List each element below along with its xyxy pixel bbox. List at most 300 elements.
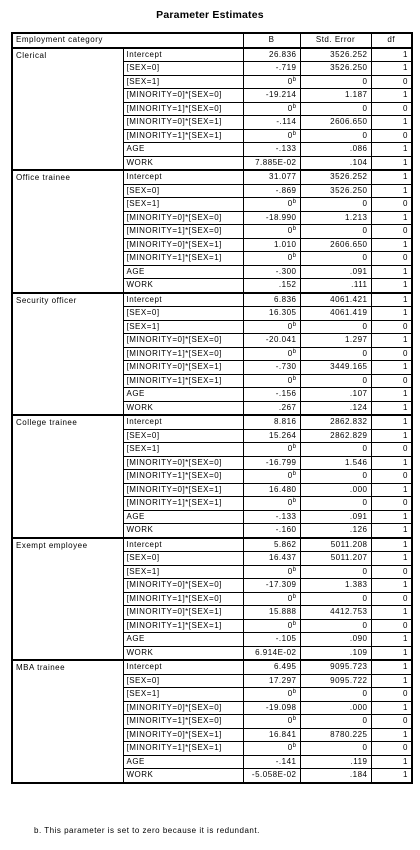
df-value: 1 — [371, 156, 412, 170]
b-value-cell — [243, 429, 300, 443]
b-value-cell — [243, 470, 300, 484]
parameter-name: Intercept — [123, 415, 243, 429]
parameter-name: [MINORITY=1]*[SEX=0] — [123, 102, 243, 116]
std-error-value: 0 — [300, 75, 371, 89]
std-error-value: .184 — [300, 769, 371, 783]
std-error-value: .109 — [300, 646, 371, 660]
table-row — [12, 660, 412, 674]
df-value: 1 — [371, 211, 412, 225]
b-value-cell — [243, 293, 300, 307]
df-value: 1 — [371, 361, 412, 375]
b-value-cell — [243, 361, 300, 375]
b-value: -.730 — [275, 362, 297, 371]
df-value: 1 — [371, 293, 412, 307]
b-value: -.719 — [275, 63, 297, 72]
b-value: 8.816 — [273, 417, 297, 426]
std-error-value: 4412.753 — [300, 606, 371, 620]
parameter-name: [MINORITY=0]*[SEX=1] — [123, 728, 243, 742]
footnote-marker: b — [292, 321, 297, 328]
std-error-value: 0 — [300, 619, 371, 633]
footnote-marker: b — [292, 743, 297, 749]
category-label: Exempt employee — [12, 538, 123, 661]
table-body — [12, 48, 412, 783]
std-error-value: .000 — [300, 483, 371, 497]
parameter-name: WORK — [123, 279, 243, 293]
parameter-name: [MINORITY=1]*[SEX=1] — [123, 129, 243, 143]
b-value: 0 — [287, 593, 293, 603]
std-error-value: 3526.252 — [300, 170, 371, 184]
std-error-value: 9095.723 — [300, 660, 371, 674]
column-header-df: df — [371, 33, 412, 48]
df-value: 1 — [371, 48, 412, 62]
table-row — [12, 293, 412, 307]
b-value-cell — [243, 483, 300, 497]
b-value-cell — [243, 619, 300, 633]
b-value-cell — [243, 62, 300, 76]
b-value: 17.297 — [269, 675, 297, 685]
df-value: 1 — [371, 265, 412, 279]
parameter-name: [MINORITY=0]*[SEX=1] — [123, 361, 243, 375]
b-value-cell — [243, 538, 300, 552]
b-value-cell — [243, 646, 300, 660]
b-value: 0 — [287, 348, 293, 358]
b-value: 16.841 — [269, 729, 297, 739]
b-value-cell — [243, 198, 300, 212]
df-value: 0 — [371, 565, 412, 579]
b-value-cell — [243, 156, 300, 170]
std-error-value: 0 — [300, 347, 371, 361]
b-value: 16.305 — [269, 308, 297, 317]
b-value: -19.214 — [265, 90, 297, 99]
footnote-marker: b — [292, 444, 297, 450]
df-value: 1 — [371, 334, 412, 348]
parameter-name: WORK — [123, 524, 243, 538]
footnote-marker: b — [292, 226, 297, 232]
df-value: 0 — [371, 592, 412, 606]
parameter-name: [SEX=0] — [123, 552, 243, 566]
b-value: 0 — [287, 76, 293, 86]
std-error-value: 4061.419 — [300, 307, 371, 321]
b-value-cell — [243, 674, 300, 688]
b-value-cell — [243, 211, 300, 225]
b-value-cell — [243, 497, 300, 511]
b-value-cell — [243, 334, 300, 348]
df-value: 1 — [371, 755, 412, 769]
df-value: 1 — [371, 279, 412, 293]
std-error-value: 3449.165 — [300, 361, 371, 375]
std-error-value: 4061.421 — [300, 293, 371, 307]
footnote-marker: b — [292, 199, 297, 205]
b-value: -.105 — [275, 634, 297, 643]
b-value: .152 — [278, 280, 297, 289]
parameter-name: [MINORITY=1]*[SEX=0] — [123, 347, 243, 361]
df-value: 1 — [371, 524, 412, 538]
parameter-name: Intercept — [123, 170, 243, 184]
b-value-cell — [243, 415, 300, 429]
b-value: 0 — [287, 253, 293, 262]
parameter-name: [SEX=1] — [123, 565, 243, 579]
b-value: 0 — [287, 716, 293, 725]
std-error-value: 0 — [300, 742, 371, 756]
footnote-marker: b — [292, 471, 297, 477]
parameter-name: [MINORITY=0]*[SEX=0] — [123, 334, 243, 348]
b-value-cell — [243, 579, 300, 593]
b-value: -.156 — [275, 389, 297, 398]
b-value-cell — [243, 143, 300, 157]
parameter-name: Intercept — [123, 660, 243, 674]
parameter-name: [MINORITY=1]*[SEX=0] — [123, 225, 243, 239]
parameter-name: [MINORITY=0]*[SEX=0] — [123, 579, 243, 593]
std-error-value: .000 — [300, 701, 371, 715]
b-value: -.133 — [275, 511, 297, 521]
parameter-name: [MINORITY=0]*[SEX=1] — [123, 483, 243, 497]
df-value: 0 — [371, 320, 412, 334]
std-error-value: 0 — [300, 443, 371, 457]
b-value: -.114 — [276, 117, 297, 126]
footnote-marker: b — [292, 253, 297, 259]
parameter-name: [SEX=1] — [123, 198, 243, 212]
std-error-value: .124 — [300, 401, 371, 415]
category-label: Office trainee — [12, 170, 123, 293]
std-error-value: .107 — [300, 388, 371, 402]
footnote: b. This parameter is set to zero because it is redundant. — [34, 826, 260, 835]
std-error-value: 2862.829 — [300, 429, 371, 443]
parameter-name: WORK — [123, 156, 243, 170]
std-error-value: 1.546 — [300, 456, 371, 470]
table-title: Parameter Estimates — [156, 9, 264, 21]
std-error-value: .119 — [300, 755, 371, 769]
b-value: -.869 — [275, 185, 297, 195]
df-value: 0 — [371, 129, 412, 143]
df-value: 1 — [371, 633, 412, 647]
b-value-cell — [243, 116, 300, 130]
b-value-cell — [243, 225, 300, 239]
b-value: 0 — [287, 130, 293, 140]
b-value: 0 — [287, 103, 293, 113]
df-value: 0 — [371, 198, 412, 212]
footnote-marker: b — [292, 716, 297, 722]
std-error-value: 9095.722 — [300, 674, 371, 688]
b-value: 5.862 — [273, 539, 297, 549]
df-value: 1 — [371, 89, 412, 103]
df-value: 1 — [371, 646, 412, 660]
b-value: 0 — [287, 375, 293, 385]
df-value: 0 — [371, 619, 412, 633]
df-value: 1 — [371, 701, 412, 715]
std-error-value: 0 — [300, 320, 371, 334]
b-value-cell — [243, 374, 300, 388]
b-value-cell — [243, 701, 300, 715]
std-error-value: 1.383 — [300, 579, 371, 593]
b-value: 0 — [287, 226, 293, 235]
std-error-value: 0 — [300, 374, 371, 388]
parameter-name: AGE — [123, 633, 243, 647]
df-value: 0 — [371, 443, 412, 457]
df-value: 1 — [371, 538, 412, 552]
parameter-name: [MINORITY=0]*[SEX=1] — [123, 238, 243, 252]
parameter-name: [SEX=1] — [123, 320, 243, 334]
df-value: 0 — [371, 374, 412, 388]
std-error-value: 0 — [300, 715, 371, 729]
b-value: -19.098 — [265, 702, 297, 712]
std-error-value: .091 — [300, 510, 371, 524]
std-error-value: 2606.650 — [300, 116, 371, 130]
category-label: MBA trainee — [12, 660, 123, 783]
df-value: 0 — [371, 102, 412, 116]
parameter-name: [MINORITY=0]*[SEX=0] — [123, 701, 243, 715]
table-row — [12, 48, 412, 62]
parameter-name: [SEX=0] — [123, 184, 243, 198]
b-value: 0 — [287, 199, 293, 208]
df-value: 1 — [371, 143, 412, 157]
std-error-value: 3526.250 — [300, 62, 371, 76]
b-value: 16.437 — [269, 553, 297, 562]
parameter-name: [MINORITY=1]*[SEX=1] — [123, 252, 243, 266]
b-value: 0 — [287, 566, 293, 576]
std-error-value: .090 — [300, 633, 371, 647]
b-value: -5.058E-02 — [251, 770, 297, 779]
b-value-cell — [243, 524, 300, 538]
std-error-value: 0 — [300, 198, 371, 212]
b-value-cell — [243, 565, 300, 579]
b-value: 31.077 — [269, 172, 297, 181]
df-value: 0 — [371, 225, 412, 239]
df-value: 1 — [371, 307, 412, 321]
b-value-cell — [243, 89, 300, 103]
std-error-value: 0 — [300, 592, 371, 606]
df-value: 1 — [371, 116, 412, 130]
parameter-name: [SEX=0] — [123, 674, 243, 688]
b-value: -.300 — [275, 266, 297, 276]
b-value-cell — [243, 252, 300, 266]
df-value: 1 — [371, 429, 412, 443]
std-error-value: 0 — [300, 688, 371, 702]
b-value: 7.885E-02 — [255, 157, 297, 167]
parameter-name: [SEX=1] — [123, 443, 243, 457]
std-error-value: 0 — [300, 129, 371, 143]
df-value: 0 — [371, 252, 412, 266]
b-value: 0 — [287, 444, 293, 453]
parameter-name: [SEX=1] — [123, 688, 243, 702]
b-value-cell — [243, 75, 300, 89]
footnote-marker: b — [292, 76, 297, 83]
std-error-value: 5011.208 — [300, 538, 371, 552]
b-value-cell — [243, 320, 300, 334]
df-value: 0 — [371, 497, 412, 511]
parameter-name: WORK — [123, 769, 243, 783]
b-value: 0 — [287, 620, 293, 630]
std-error-value: .111 — [300, 279, 371, 293]
column-header-category: Employment category — [12, 33, 243, 48]
df-value: 1 — [371, 415, 412, 429]
df-value: 1 — [371, 170, 412, 184]
df-value: 1 — [371, 388, 412, 402]
b-value-cell — [243, 552, 300, 566]
std-error-value: 0 — [300, 102, 371, 116]
parameter-name: Intercept — [123, 293, 243, 307]
b-value: 0 — [287, 498, 293, 507]
df-value: 1 — [371, 552, 412, 566]
footnote-marker: b — [292, 620, 297, 627]
parameter-name: [SEX=0] — [123, 307, 243, 321]
b-value: -18.990 — [265, 212, 297, 222]
b-value-cell — [243, 388, 300, 402]
b-value-cell — [243, 633, 300, 647]
std-error-value: 3526.252 — [300, 48, 371, 62]
std-error-value: 2862.832 — [300, 415, 371, 429]
b-value: 6.914E-02 — [255, 647, 297, 657]
b-value: 0 — [287, 743, 293, 752]
category-label: College trainee — [12, 415, 123, 538]
std-error-value: 2606.650 — [300, 238, 371, 252]
b-value-cell — [243, 755, 300, 769]
column-header-b: B — [243, 33, 300, 48]
b-value: 1.010 — [273, 239, 297, 249]
std-error-value: .104 — [300, 156, 371, 170]
footnote-marker: b — [292, 689, 297, 695]
footnote-marker: b — [292, 348, 297, 355]
std-error-value: 1.187 — [300, 89, 371, 103]
std-error-value: 0 — [300, 470, 371, 484]
b-value-cell — [243, 660, 300, 674]
df-value: 1 — [371, 674, 412, 688]
b-value-cell — [243, 307, 300, 321]
std-error-value: 0 — [300, 225, 371, 239]
b-value: 0 — [287, 471, 293, 480]
parameter-name: AGE — [123, 755, 243, 769]
b-value: 0 — [287, 689, 293, 698]
b-value: 15.264 — [269, 430, 297, 440]
df-value: 1 — [371, 456, 412, 470]
df-value: 0 — [371, 715, 412, 729]
b-value-cell — [243, 769, 300, 783]
parameter-name: [MINORITY=0]*[SEX=0] — [123, 211, 243, 225]
table-row — [12, 415, 412, 429]
footnote-marker: b — [292, 103, 297, 110]
b-value: -.133 — [275, 144, 297, 153]
std-error-value: 0 — [300, 565, 371, 579]
category-label: Clerical — [12, 48, 123, 171]
column-header-std-error: Std. Error — [300, 33, 371, 48]
df-value: 1 — [371, 401, 412, 415]
df-value: 0 — [371, 75, 412, 89]
df-value: 1 — [371, 728, 412, 742]
df-value: 1 — [371, 510, 412, 524]
parameter-name: AGE — [123, 388, 243, 402]
b-value: -20.041 — [265, 335, 297, 344]
b-value-cell — [243, 715, 300, 729]
b-value: 16.480 — [269, 484, 297, 494]
b-value-cell — [243, 742, 300, 756]
std-error-value: .086 — [300, 143, 371, 157]
b-value: -17.309 — [265, 580, 297, 589]
parameter-name: [MINORITY=1]*[SEX=1] — [123, 742, 243, 756]
b-value-cell — [243, 728, 300, 742]
b-value-cell — [243, 238, 300, 252]
b-value-cell — [243, 347, 300, 361]
footnote-marker: b — [292, 593, 297, 600]
b-value-cell — [243, 102, 300, 116]
b-value: 26.836 — [269, 49, 297, 59]
parameter-name: [MINORITY=1]*[SEX=0] — [123, 715, 243, 729]
footnote-marker: b — [292, 375, 297, 382]
b-value: 15.888 — [269, 607, 297, 616]
footnote-marker: b — [292, 566, 297, 573]
parameter-name: [MINORITY=0]*[SEX=0] — [123, 89, 243, 103]
b-value-cell — [243, 592, 300, 606]
parameter-name: [SEX=0] — [123, 62, 243, 76]
b-value-cell — [243, 265, 300, 279]
df-value: 1 — [371, 579, 412, 593]
b-value-cell — [243, 443, 300, 457]
std-error-value: .126 — [300, 524, 371, 538]
b-value: .267 — [278, 402, 297, 412]
category-label: Security officer — [12, 293, 123, 416]
std-error-value: .091 — [300, 265, 371, 279]
b-value-cell — [243, 456, 300, 470]
parameter-name: [MINORITY=1]*[SEX=1] — [123, 619, 243, 633]
std-error-value: 3526.250 — [300, 184, 371, 198]
footnote-marker: b — [292, 498, 297, 504]
footnote-marker: b — [292, 130, 297, 137]
std-error-value: 1.213 — [300, 211, 371, 225]
parameter-name: WORK — [123, 401, 243, 415]
df-value: 1 — [371, 660, 412, 674]
parameter-name: [MINORITY=0]*[SEX=0] — [123, 456, 243, 470]
b-value: -.141 — [275, 756, 297, 766]
df-value: 1 — [371, 184, 412, 198]
std-error-value: 0 — [300, 252, 371, 266]
b-value-cell — [243, 48, 300, 62]
parameter-name: AGE — [123, 265, 243, 279]
df-value: 1 — [371, 606, 412, 620]
df-value: 0 — [371, 470, 412, 484]
df-value: 1 — [371, 769, 412, 783]
df-value: 1 — [371, 62, 412, 76]
b-value-cell — [243, 184, 300, 198]
b-value-cell — [243, 510, 300, 524]
std-error-value: 1.297 — [300, 334, 371, 348]
parameter-name: [MINORITY=1]*[SEX=0] — [123, 470, 243, 484]
b-value-cell — [243, 688, 300, 702]
std-error-value: 0 — [300, 497, 371, 511]
std-error-value: 8780.225 — [300, 728, 371, 742]
parameter-name: [SEX=1] — [123, 75, 243, 89]
parameter-name: AGE — [123, 510, 243, 524]
table-row — [12, 170, 412, 184]
parameter-name: AGE — [123, 143, 243, 157]
b-value-cell — [243, 170, 300, 184]
parameter-name: [MINORITY=1]*[SEX=1] — [123, 374, 243, 388]
b-value-cell — [243, 129, 300, 143]
table-row — [12, 538, 412, 552]
b-value: 6.836 — [273, 294, 297, 304]
b-value: 6.495 — [273, 662, 297, 671]
std-error-value: 5011.207 — [300, 552, 371, 566]
df-value: 1 — [371, 238, 412, 252]
b-value-cell — [243, 606, 300, 620]
b-value: 0 — [287, 321, 293, 331]
parameter-name: WORK — [123, 646, 243, 660]
df-value: 0 — [371, 347, 412, 361]
parameter-estimates-table — [11, 32, 413, 784]
b-value: -16.799 — [265, 457, 297, 467]
parameter-name: [MINORITY=1]*[SEX=1] — [123, 497, 243, 511]
parameter-name: [MINORITY=1]*[SEX=0] — [123, 592, 243, 606]
b-value: -.160 — [275, 525, 297, 534]
parameter-name: [SEX=0] — [123, 429, 243, 443]
b-value-cell — [243, 401, 300, 415]
